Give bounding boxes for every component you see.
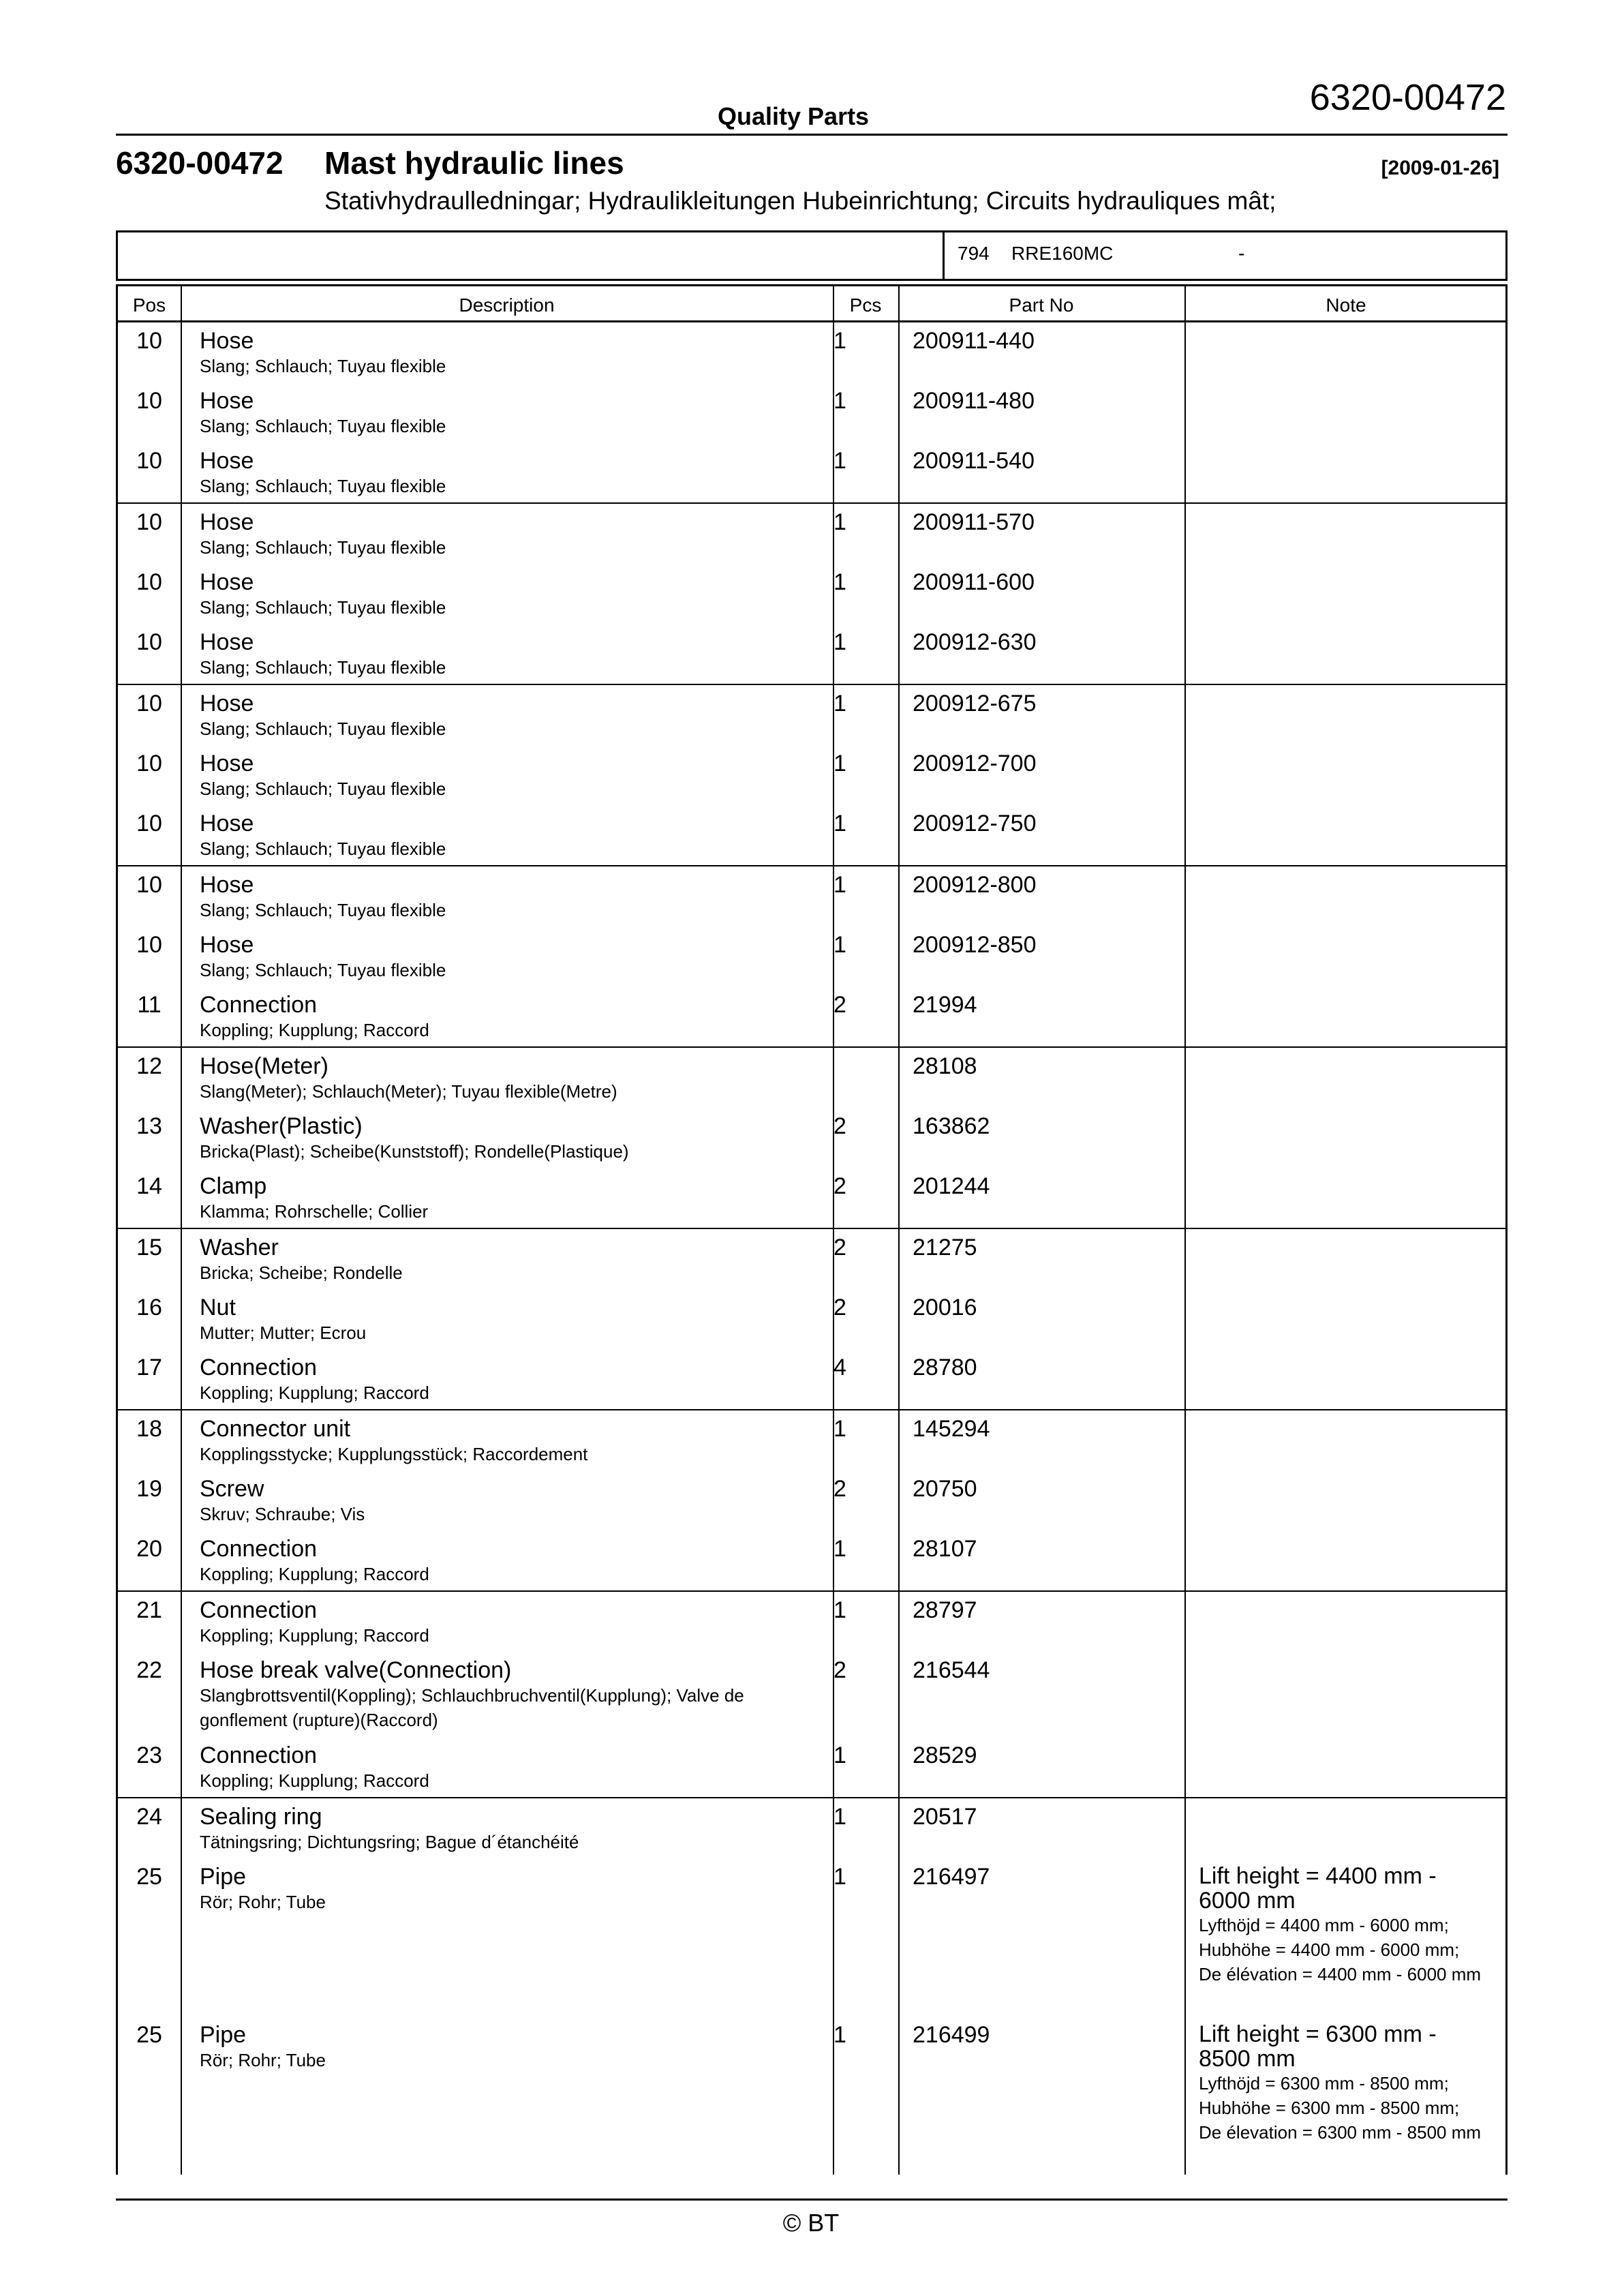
pos-cell: 10 [136, 751, 162, 776]
table-row [118, 1289, 1505, 1349]
part-name: Hose [200, 872, 254, 898]
description-cell [200, 992, 779, 1042]
part-number-cell: 20016 [913, 1295, 977, 1320]
pcs-cell: 1 [833, 629, 846, 655]
part-number-cell: 21994 [913, 992, 977, 1018]
pcs-cell: 1 [833, 1804, 846, 1830]
part-translations: Koppling; Kupplung; Raccord [200, 1564, 429, 1584]
pos-cell: 12 [136, 1053, 162, 1079]
part-translations: Slang; Schlauch; Tuyau flexible [200, 719, 446, 739]
pos-cell: 21 [136, 1597, 162, 1623]
part-number-cell: 200912-750 [913, 811, 1037, 836]
pos-cell: 13 [136, 1113, 162, 1139]
part-name: Washer(Plastic) [200, 1113, 363, 1139]
part-translations: Koppling; Kupplung; Raccord [200, 1625, 429, 1646]
part-name: Hose [200, 811, 254, 836]
pcs-cell: 2 [833, 1657, 846, 1683]
part-number-cell: 20750 [913, 1476, 977, 1502]
part-translations: Koppling; Kupplung; Raccord [200, 1770, 429, 1791]
pos-cell: 14 [136, 1173, 162, 1199]
description-cell [200, 1804, 779, 1854]
table-row [118, 866, 1505, 926]
description-cell [200, 1173, 779, 1224]
part-number-cell: 200912-850 [913, 932, 1037, 958]
table-row [118, 1858, 1505, 2016]
table-row [118, 1652, 1505, 1737]
part-translations: Slang; Schlauch; Tuyau flexible [200, 779, 446, 799]
description-cell [200, 1597, 779, 1648]
part-translations: Koppling; Kupplung; Raccord [200, 1020, 429, 1040]
table-row [118, 1470, 1505, 1530]
pcs-cell: 1 [833, 509, 846, 535]
description-cell [200, 1416, 779, 1466]
part-number-cell: 20517 [913, 1804, 977, 1830]
pos-cell: 10 [136, 932, 162, 958]
table-row [118, 1349, 1505, 1409]
pcs-cell: 1 [833, 811, 846, 836]
part-name: Connection [200, 1536, 318, 1562]
column-header-part-no: Part No [1009, 294, 1074, 316]
column-divider [1184, 286, 1186, 320]
table-row [118, 2016, 1505, 2175]
pos-cell: 16 [136, 1295, 162, 1320]
pcs-cell: 1 [833, 932, 846, 958]
pos-cell: 10 [136, 691, 162, 716]
description-cell [200, 569, 779, 620]
description-cell [200, 629, 779, 680]
part-name: Pipe [200, 2022, 247, 2048]
column-header-note: Note [1326, 294, 1366, 316]
part-number-cell: 28797 [913, 1597, 977, 1623]
part-name: Hose [200, 388, 254, 414]
part-name: Hose(Meter) [200, 1053, 328, 1079]
part-number-cell: 28780 [913, 1355, 977, 1380]
table-row [118, 624, 1505, 684]
part-number-cell: 200911-540 [913, 448, 1035, 474]
column-header-pos: Pos [132, 294, 166, 316]
part-number-cell: 200911-600 [913, 569, 1035, 595]
part-name: Connector unit [200, 1416, 351, 1442]
column-divider [898, 286, 900, 320]
pcs-cell: 4 [833, 1355, 846, 1380]
description-cell [200, 1536, 779, 1586]
pcs-cell: 1 [833, 1864, 846, 1890]
column-header-pcs: Pcs [849, 294, 882, 316]
part-name: Hose [200, 448, 254, 474]
row-group [116, 1410, 1508, 1592]
part-name: Connection [200, 1742, 318, 1768]
part-translations: Klamma; Rohrschelle; Collier [200, 1201, 429, 1222]
pos-cell: 19 [136, 1476, 162, 1502]
pcs-cell: 1 [833, 569, 846, 595]
part-translations: Slangbrottsventil(Koppling); Schlauchbruchventil(Kupplung); Valve de gonflement (rupture)(Raccord) [200, 1685, 744, 1730]
pcs-cell: 1 [833, 2022, 846, 2048]
table-row [118, 564, 1505, 624]
section-subtitle: Stativhydraulledningar; Hydraulikleitungen Hubeinrichtung; Circuits hydrauliques mât; [324, 187, 1276, 215]
part-number-cell: 201244 [913, 1173, 990, 1199]
description-cell [200, 932, 779, 982]
pcs-cell: 2 [833, 1476, 846, 1502]
part-translations: Bricka(Plast); Scheibe(Kunststoff); Rondelle(Plastique) [200, 1141, 629, 1162]
pcs-cell: 2 [833, 1235, 846, 1260]
pos-cell: 10 [136, 448, 162, 474]
part-translations: Slang; Schlauch; Tuyau flexible [200, 657, 446, 678]
pos-cell: 10 [136, 629, 162, 655]
row-group [116, 504, 1508, 685]
parts-table [116, 284, 1508, 2175]
model-name: RRE160MC [1011, 243, 1114, 264]
part-translations: Slang; Schlauch; Tuyau flexible [200, 839, 446, 859]
pcs-cell: 1 [833, 1597, 846, 1623]
model-box [116, 230, 1508, 281]
table-body [116, 322, 1508, 2175]
part-name: Hose [200, 509, 254, 535]
pcs-cell: 1 [833, 388, 846, 414]
part-name: Hose break valve(Connection) [200, 1657, 512, 1683]
part-name: Screw [200, 1476, 264, 1502]
note-text: Lift height = 4400 mm - 6000 mm [1199, 1863, 1437, 1914]
part-name: Hose [200, 328, 254, 354]
description-cell [200, 811, 779, 861]
pos-cell: 11 [137, 992, 162, 1018]
note-cell [1199, 1864, 1485, 1987]
part-translations: Tätningsring; Dichtungsring; Bague d´étanchéité [200, 1832, 579, 1852]
part-translations: Slang(Meter); Schlauch(Meter); Tuyau flexible(Metre) [200, 1081, 617, 1102]
table-row [118, 504, 1505, 564]
part-number-cell: 145294 [913, 1416, 990, 1442]
part-name: Connection [200, 992, 318, 1018]
pcs-cell: 1 [833, 328, 846, 354]
pcs-cell: 1 [833, 872, 846, 898]
pcs-cell: 2 [833, 1173, 846, 1199]
header-title: Quality Parts [718, 102, 870, 130]
part-name: Pipe [200, 1864, 247, 1890]
description-cell [200, 1053, 779, 1104]
description-cell [200, 872, 779, 922]
part-number-cell: 200911-440 [913, 328, 1035, 354]
description-cell [200, 1864, 779, 1914]
pcs-cell: 1 [833, 1742, 846, 1768]
pos-cell: 20 [136, 1536, 162, 1562]
part-name: Hose [200, 751, 254, 776]
part-name: Hose [200, 691, 254, 716]
row-group [116, 322, 1508, 504]
column-header-description: Description [459, 294, 555, 316]
header-rule [116, 134, 1508, 136]
document-number: 6320-00472 [1309, 77, 1506, 118]
table-row [118, 1530, 1505, 1590]
part-number-cell: 200911-570 [913, 509, 1035, 535]
description-cell [200, 448, 779, 498]
part-translations: Koppling; Kupplung; Raccord [200, 1383, 429, 1403]
part-number-cell: 200912-630 [913, 629, 1037, 655]
pcs-cell: 2 [833, 1295, 846, 1320]
table-row [118, 1592, 1505, 1652]
table-row [118, 1229, 1505, 1289]
pos-cell: 10 [136, 569, 162, 595]
table-row [118, 382, 1505, 442]
pcs-cell: 1 [833, 448, 846, 474]
part-number-cell: 163862 [913, 1113, 990, 1139]
part-translations: Slang; Schlauch; Tuyau flexible [200, 597, 446, 618]
pos-cell: 10 [136, 388, 162, 414]
note-translations: Lyfthöjd = 6300 mm - 8500 mm; Hubhöhe = 6300 mm - 8500 mm; De élevation = 6300 mm - 8500 mm [1199, 2073, 1482, 2143]
pos-cell: 25 [136, 2022, 162, 2048]
part-translations: Mutter; Mutter; Ecrou [200, 1323, 367, 1343]
table-row [118, 805, 1505, 865]
pcs-cell: 1 [833, 1416, 846, 1442]
description-cell [200, 1295, 779, 1345]
footer-copyright: © BT [782, 2209, 840, 2237]
table-row [118, 442, 1505, 502]
part-name: Connection [200, 1355, 318, 1380]
column-divider [181, 286, 182, 320]
pcs-cell: 2 [833, 992, 846, 1018]
table-header [116, 284, 1508, 322]
pos-cell: 10 [136, 509, 162, 535]
row-group [116, 866, 1508, 1048]
part-name: Sealing ring [200, 1804, 322, 1830]
description-cell [200, 751, 779, 801]
pos-cell: 15 [136, 1235, 162, 1260]
table-row [118, 1168, 1505, 1228]
pos-cell: 10 [136, 811, 162, 836]
part-translations: Slang; Schlauch; Tuyau flexible [200, 960, 446, 980]
pos-cell: 17 [136, 1355, 162, 1380]
part-number-cell: 200912-700 [913, 751, 1037, 776]
description-cell [200, 2022, 779, 2072]
pos-cell: 25 [136, 1864, 162, 1890]
table-row [118, 1737, 1505, 1797]
table-row [118, 1410, 1505, 1470]
model-dash: - [1238, 243, 1245, 264]
part-number-cell: 200912-800 [913, 872, 1037, 898]
part-number-cell: 216544 [913, 1657, 990, 1683]
description-cell [200, 1657, 779, 1732]
part-number-cell: 21275 [913, 1235, 977, 1260]
part-number-cell: 200911-480 [913, 388, 1035, 414]
part-name: Hose [200, 569, 254, 595]
part-number-cell: 200912-675 [913, 691, 1037, 716]
row-group [116, 1229, 1508, 1410]
pos-cell: 23 [136, 1742, 162, 1768]
table-row [118, 1798, 1505, 1858]
part-number-cell: 28107 [913, 1536, 977, 1562]
pos-cell: 18 [136, 1416, 162, 1442]
note-cell [1199, 2022, 1485, 2145]
description-cell [200, 328, 779, 378]
table-row [118, 685, 1505, 745]
table-row [118, 1048, 1505, 1108]
table-row [118, 1108, 1505, 1168]
table-row [118, 986, 1505, 1046]
description-cell [200, 1355, 779, 1405]
pcs-cell: 1 [833, 1536, 846, 1562]
description-cell [200, 691, 779, 741]
pos-cell: 22 [136, 1657, 162, 1683]
table-row [118, 322, 1505, 382]
description-cell [200, 1476, 779, 1526]
part-translations: Slang; Schlauch; Tuyau flexible [200, 900, 446, 920]
footer-rule [116, 2199, 1508, 2201]
part-name: Nut [200, 1295, 236, 1320]
model-divider [943, 230, 945, 281]
note-translations: Lyfthöjd = 4400 mm - 6000 mm; Hubhöhe = 4400 mm - 6000 mm; De élévation = 4400 mm - 6000 mm [1199, 1915, 1482, 1984]
description-cell [200, 388, 779, 438]
part-number-cell: 216497 [913, 1864, 990, 1890]
part-translations: Slang; Schlauch; Tuyau flexible [200, 416, 446, 436]
part-name: Clamp [200, 1173, 267, 1199]
part-name: Hose [200, 932, 254, 958]
pcs-cell: 1 [833, 751, 846, 776]
description-cell [200, 509, 779, 560]
part-name: Washer [200, 1235, 279, 1260]
part-number-cell: 28108 [913, 1053, 977, 1079]
table-row [118, 926, 1505, 986]
section-title: Mast hydraulic lines [324, 145, 624, 181]
part-translations: Slang; Schlauch; Tuyau flexible [200, 356, 446, 376]
row-group [116, 1798, 1508, 2175]
part-translations: Kopplingsstycke; Kupplungsstück; Raccordement [200, 1444, 588, 1464]
part-translations: Rör; Rohr; Tube [200, 1892, 326, 1912]
pos-cell: 10 [136, 328, 162, 354]
part-translations: Skruv; Schraube; Vis [200, 1504, 365, 1524]
row-group [116, 1048, 1508, 1229]
part-translations: Bricka; Scheibe; Rondelle [200, 1263, 403, 1283]
part-translations: Rör; Rohr; Tube [200, 2050, 326, 2070]
part-number-cell: 28529 [913, 1742, 977, 1768]
row-group [116, 685, 1508, 866]
section-date: [2009-01-26] [1381, 157, 1499, 179]
pcs-cell: 1 [833, 691, 846, 716]
part-name: Connection [200, 1597, 318, 1623]
table-row [118, 745, 1505, 805]
part-number-cell: 216499 [913, 2022, 990, 2048]
note-text: Lift height = 6300 mm - 8500 mm [1199, 2021, 1437, 2072]
part-translations: Slang; Schlauch; Tuyau flexible [200, 537, 446, 558]
model-number: 794 [958, 243, 990, 264]
description-cell [200, 1113, 779, 1164]
description-cell [200, 1235, 779, 1285]
part-translations: Slang; Schlauch; Tuyau flexible [200, 476, 446, 496]
column-divider [833, 286, 834, 320]
part-name: Hose [200, 629, 254, 655]
description-cell [200, 1742, 779, 1793]
pos-cell: 10 [136, 872, 162, 898]
pcs-cell: 2 [833, 1113, 846, 1139]
pos-cell: 24 [136, 1804, 162, 1830]
section-code: 6320-00472 [116, 145, 284, 181]
row-group [116, 1592, 1508, 1798]
